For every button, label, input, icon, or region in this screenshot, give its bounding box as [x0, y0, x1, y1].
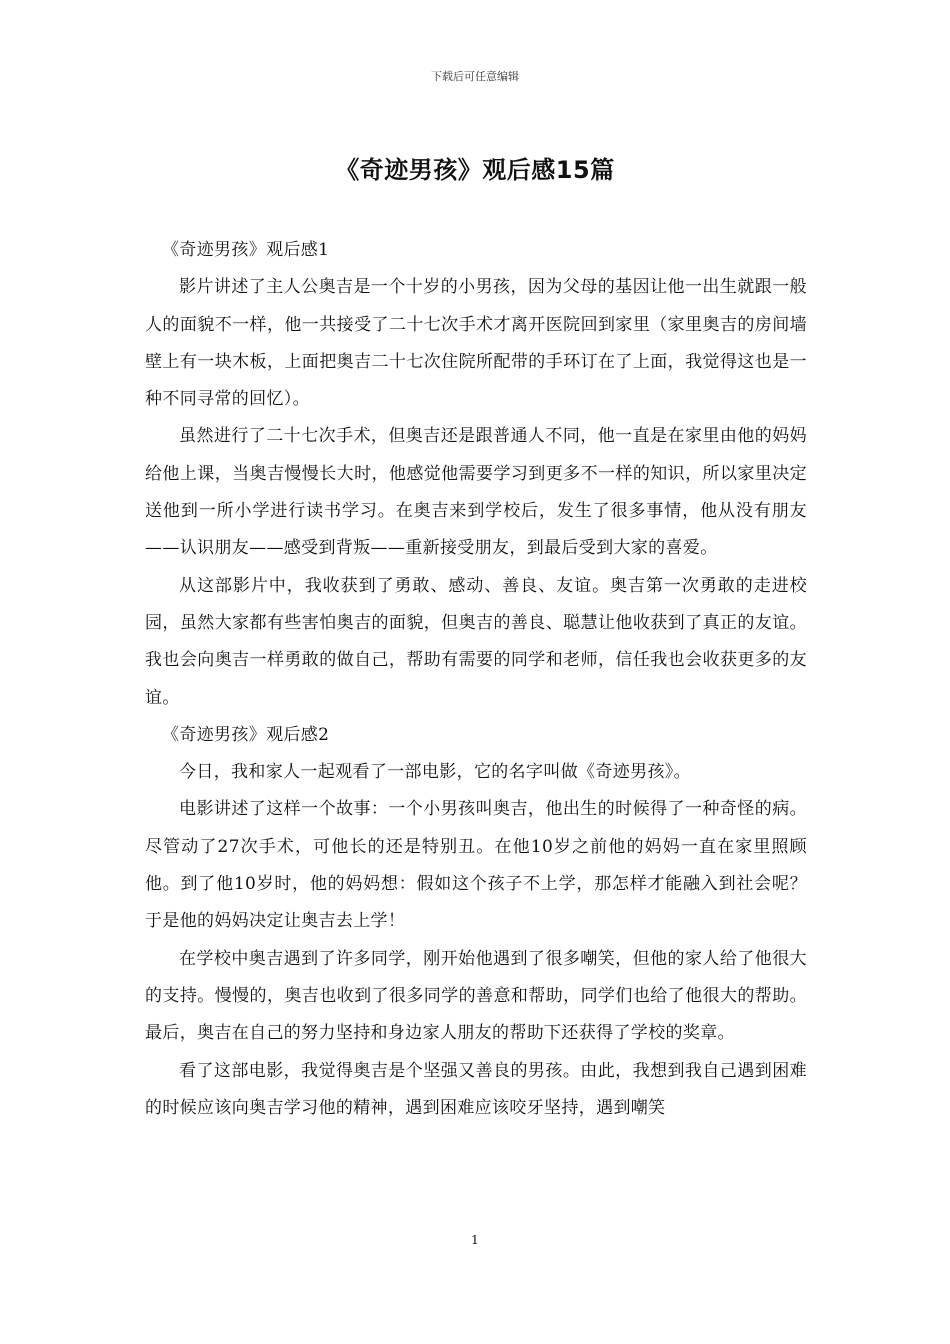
paragraph: 在学校中奥吉遇到了许多同学，刚开始他遇到了很多嘲笑，但他的家人给了他很大的支持。慢慢的，奥吉也收到了很多同学的善意和帮助，同学们也给了他很大的帮助。最后，奥吉在自己的努力坚持和身边家人朋友的帮助下还获得了学校的奖章。 — [145, 948, 807, 1044]
paragraph: 今日，我和家人一起观看了一部电影，它的名字叫做《奇迹男孩》。 — [179, 762, 691, 783]
header-note: 下载后可任意编辑 — [431, 70, 519, 83]
paragraph: 从这部影片中，我收获到了勇敢、感动、善良、友谊。奥吉第一次勇敢的走进校园，虽然大家都有些害怕奥吉的面貌，但奥吉的善良、聪慧让他收获到了真正的友谊。我也会向奥吉一样勇敢的做自己，帮助有需要的同学和老师，信任我也会收获更多的友谊。 — [145, 575, 807, 708]
paragraph: 电影讲述了这样一个故事：一个小男孩叫奥吉，他出生的时候得了一种奇怪的病。尽管动了27次手术，可他长的还是特别丑。在他10岁之前他的妈妈一直在家里照顾他。到了他10岁时，他的妈妈想：假如这个孩子不上学，那怎样才能融入到社会呢？于是他的妈妈决定让奥吉去上学！ — [145, 799, 807, 932]
document-title: 《奇迹男孩》观后感15篇 — [335, 156, 615, 184]
paragraph: 虽然进行了二十七次手术，但奥吉还是跟普通人不同，他一直是在家里由他的妈妈给他上课，当奥吉慢慢长大时，他感觉他需要学习到更多不一样的知识，所以家里决定送他到一所小学进行读书学习。在奥吉来到学校后，发生了很多事情，他从没有朋友——认识朋友——感受到背叛——重新接受朋友，到最后受到大家的喜爱。 — [145, 426, 807, 559]
section-heading-2: 《奇迹男孩》观后感2 — [162, 724, 330, 745]
paragraph: 影片讲述了主人公奥吉是一个十岁的小男孩，因为父母的基因让他一出生就跟一般人的面貌不一样，他一共接受了二十七次手术才离开医院回到家里（家里奥吉的房间墙壁上有一块木板，上面把奥吉二十七次住院所配带的手环订在了上面，我觉得这也是一种不同寻常的回忆）。 — [145, 277, 807, 410]
page-number: 1 — [471, 1233, 479, 1247]
section-heading-1: 《奇迹男孩》观后感1 — [162, 240, 330, 260]
paragraph: 看了这部电影，我觉得奥吉是个坚强又善良的男孩。由此，我想到我自己遇到困难的时候应该向奥吉学习他的精神，遇到困难应该咬牙坚持，遇到嘲笑 — [145, 1060, 807, 1118]
document-body — [145, 232, 807, 1127]
